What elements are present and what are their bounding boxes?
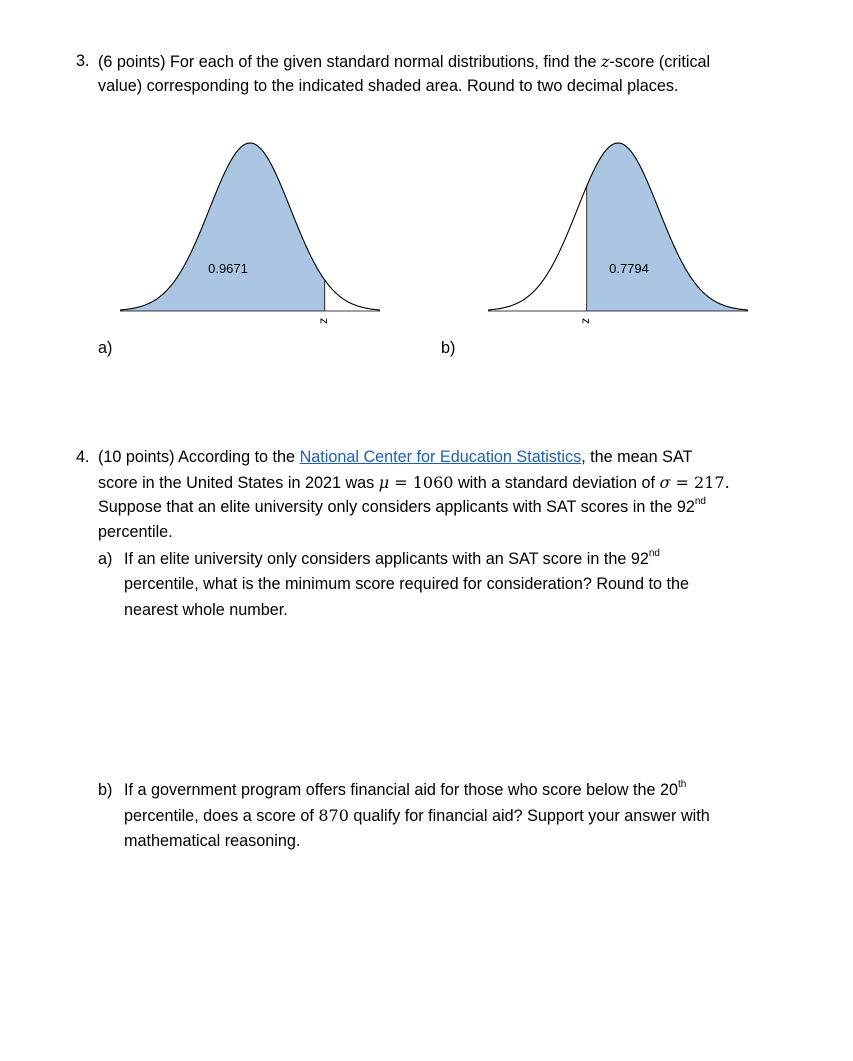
- q4-line-3: Suppose that an elite university only considers applicants with SAT scores in the 92nd: [98, 495, 706, 516]
- q4-sigma-expression: σ = 217.: [659, 473, 730, 492]
- q3-line-2: value) corresponding to the indicated shaded area. Round to two decimal places.: [98, 77, 679, 95]
- q4-line-1-b: , the mean SAT: [581, 448, 693, 466]
- q4b-line-1: If a government program offers financial aid for those who score below the 20th: [124, 778, 687, 799]
- q4-line-2-a: score in the United States in 2021 was: [98, 474, 379, 492]
- q4-line-1: [98, 445, 692, 470]
- q3-number: 3.: [76, 52, 90, 70]
- q3-line-1: [98, 49, 710, 75]
- q4-number: 4.: [76, 448, 90, 466]
- q3-part-a-label: a): [98, 339, 113, 357]
- q4a-line-2: percentile, what is the minimum score required for consideration? Round to the: [124, 575, 690, 593]
- q3-z-variable: z: [600, 52, 610, 71]
- q4-mu-expression: μ = 1060: [378, 473, 454, 492]
- q4-line-3-sup: nd: [694, 495, 706, 507]
- q4b-sup: th: [677, 778, 687, 790]
- q3-part-b-label: b): [441, 339, 456, 357]
- nces-link[interactable]: National Center for Education Statistics: [299, 448, 582, 466]
- normal-plot-a: [120, 135, 380, 335]
- plot-b-shaded-area: [587, 143, 748, 311]
- plot-a-z-label: z: [317, 318, 332, 324]
- plot-b-z-label: z: [579, 318, 594, 324]
- q4a-line-3: nearest whole number.: [124, 601, 288, 619]
- normal-plot-b: [488, 135, 748, 335]
- q4a-label: a): [98, 550, 113, 568]
- q4b-line-2: percentile, does a score of 870 qualify for financial aid? Support your answer with: [124, 806, 710, 825]
- q4b-score: 870: [318, 806, 349, 825]
- q4-line-4: percentile.: [98, 523, 173, 541]
- plot-b-area-label: 0.7794: [609, 261, 649, 276]
- q3-line-1-end: -score (critical: [609, 53, 711, 71]
- q4b-label: b): [98, 781, 113, 799]
- q4b-line-3: mathematical reasoning.: [124, 832, 301, 850]
- q3-line-1-text: (6 points) For each of the given standard normal distributions, find the: [98, 53, 601, 71]
- plot-a-shaded-area: [120, 143, 325, 311]
- q4-line-2-b: with a standard deviation of: [453, 474, 660, 492]
- q4-line-2: [98, 470, 730, 496]
- q4-line-1-a: (10 points) According to the: [98, 448, 300, 466]
- plot-a-area-label: 0.9671: [208, 261, 248, 276]
- q4a-line-1: If an elite university only considers applicants with an SAT score in the 92nd: [124, 547, 660, 568]
- q4a-sup: nd: [648, 547, 660, 559]
